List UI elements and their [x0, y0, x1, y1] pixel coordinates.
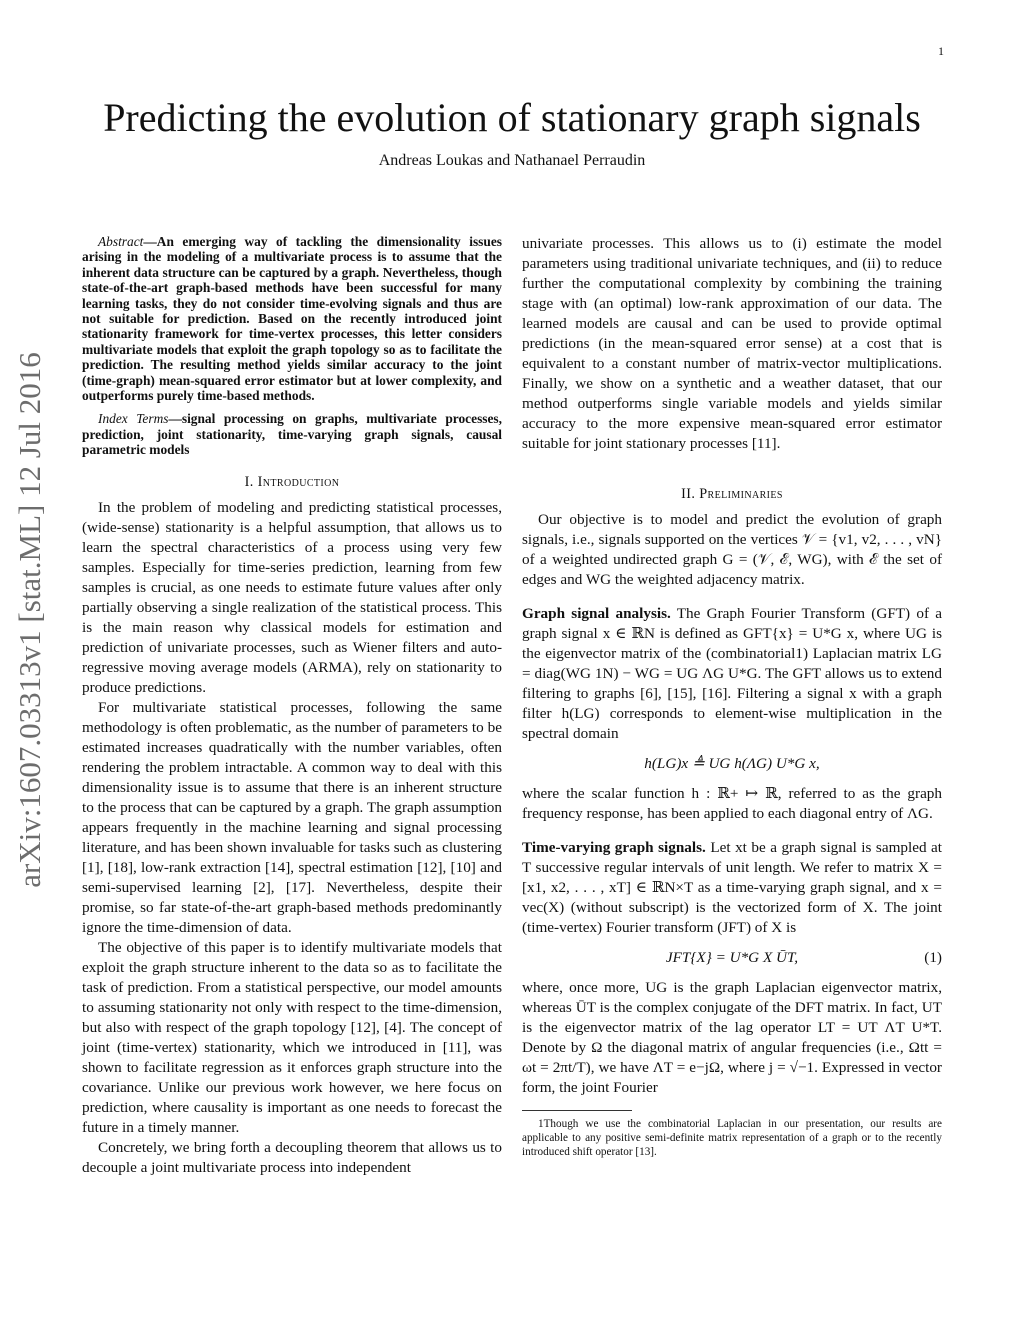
intro-paragraph-2: For multivariate statistical processes, following the same methodology is often problematic, as the number of parameters to be estimated increases quadratically with the number variables, often rendering the problem intractable. A common way to deal with this dimensionality issue is to assume that there is an inherent structure to the process that can be captured by a graph. The graph assumption appears frequently in the machine learning and signal processing literature, and has been shown invaluable for tasks such as clustering [1], [18], low-rank extraction [14], spectral estimation [12], [10] and semi-supervised learning [2], [17]. Nevertheless, despite their promise, so far state-of-the-art graph-based methods predominantly ignore the time-dimension of data. — [82, 698, 502, 936]
paper-title: Predicting the evolution of stationary graph signals — [103, 95, 921, 140]
preliminaries-paragraph: Our objective is to model and predict the evolution of graph signals, i.e., signals supported on the vertices 𝒱 = {v1, v2, . . . , vN} of a weighted undirected graph G = (𝒱, ℰ, WG), with ℰ the set of edges and WG the weighted adjacency matrix. — [522, 511, 942, 588]
intro-paragraph-1: In the problem of modeling and predicting statistical processes, (wide-sense) stationarity is a helpful assumption, that allows us to learn the spectral characteristics of a process using very few samples. Especially for time-series prediction, learning from few samples is crucial, as one needs to estimate future values after only partially observing a single realization of the statistical process. This is the main reason why classical models for estimation and prediction of univariate processes, such as Wiener filters and auto-regressive moving average models (ARMA), rely on stationarity to produce predictions. — [82, 498, 502, 696]
left-column — [82, 234, 502, 1178]
right-column — [522, 234, 942, 1159]
tvgs-label: Time-varying graph signals. — [522, 839, 706, 856]
footnote: 1Though we use the combinatorial Laplacian in our presentation, our results are applicable to any positive semi-definite matrix representation of a graph or to the recently introduced shift operator [13]. — [522, 1118, 942, 1158]
equation-jft-text: JFT{X} = U*G X ŪT, — [665, 949, 799, 966]
paper-authors: Andreas Loukas and Nathanael Perraudin — [378, 152, 646, 169]
equation-jft — [522, 948, 942, 968]
section-heading-text: I. Introduction — [244, 473, 340, 490]
gsa-after-paragraph: where the scalar function h : ℝ+ ↦ ℝ, referred to as the graph frequency response, has been applied to each diagonal entry of ΛG. — [522, 785, 942, 822]
intro-paragraph-3: The objective of this paper is to identify multivariate models that exploit the graph structure inherent to the data so as to facilitate the task of prediction. From a statistical perspective, our model amounts to assuming stationarity not only with respect to the time-dimension, but also with respect of the graph topology [12], [4]. The concept of joint (time-vertex) stationarity, which we introduced in [11], was shown to facilitate regression as it enforces graph structure into the covariance. Unlike our previous work however, we here focus on prediction, where causality is important as one needs to forecast the future in a timely manner. — [82, 938, 502, 1136]
abstract-text: —An emerging way of tackling the dimensionality issues arising in the modeling of a multivariate process is to assume that the inherent data structure can be captured by a graph. Nevertheless, though state-of-the-art graph-based methods have been successful for many learning tasks, they do not consider time-evolving signals and thus are not suitable for prediction. Based on the recently introduced joint stationarity framework for time-vertex processes, this letter considers multivariate models that exploit the graph topology so as to facilitate the prediction. The resulting method yields similar accuracy to the joint (time-graph) mean-squared error estimator but at lower complexity, and outperforms purely time-based methods. — [82, 234, 502, 404]
page-number: 1 — [938, 44, 944, 58]
tvgs-text: Let xt be a graph signal is sampled at T successive regular intervals of unit length. We refer to matrix X = [x1, x2, . . . , xT] ∈ ℝN×T as a time-varying graph signal, and x = vec(X) (without subscript) is the vectorized form of X. The joint (time-vertex) Fourier transform (JFT) of X is — [522, 839, 943, 936]
equation-graph-filter-text: h(LG)x ≜ UG h(ΛG) U*G x, — [644, 755, 820, 772]
abstract — [82, 234, 502, 403]
index-terms — [82, 411, 502, 457]
equation-graph-filter — [522, 754, 942, 774]
intro-paragraph-4: Concretely, we bring forth a decoupling theorem that allows us to decouple a joint multivariate process into independent — [82, 1138, 502, 1176]
equation-number: (1) — [924, 949, 942, 966]
tvgs-paragraph — [522, 838, 942, 938]
abstract-lead: Abstract — [98, 234, 144, 249]
tvgs-after-paragraph: where, once more, UG is the graph Laplacian eigenvector matrix, whereas ŪT is the complex conjugate of the DFT matrix. In fact, UT is the eigenvector matrix of the lag operator LT = UT ΛT U*T. Denote by Ω the diagonal matrix of angular frequencies (i.e., Ωtt = ωt = 2πt/T), we have ΛT = e−jΩ, where j = √−1. Expressed in vector form, the joint Fourier — [522, 979, 942, 1096]
section-heading-introduction — [82, 472, 502, 492]
gsa-text: The Graph Fourier Transform (GFT) of a graph signal x ∈ ℝN is defined as GFT{x} = U*G x, where UG is the eigenvector matrix of the (combinatorial1) Laplacian matrix LG = diag(WG 1N) − WG = UG ΛG U*G. The GFT allows us to extend filtering to graphs [6], [15], [16]. Filtering a signal x with a graph filter h(LG) corresponds to element-wise multiplication in the spectral domain — [522, 605, 942, 742]
footnote-rule — [522, 1110, 632, 1111]
index-terms-text: —signal processing on graphs, multivariate processes, prediction, joint stationarity, time-varying graph signals, causal parametric models — [82, 411, 502, 458]
arxiv-stamp: arXiv:1607.03313v1 [stat.ML] 12 Jul 2016 — [12, 352, 47, 888]
section-heading-text: II. Preliminaries — [681, 486, 783, 502]
right-paragraph-1: univariate processes. This allows us to (i) estimate the model parameters using traditional univariate techniques, and (ii) to reduce further the computational complexity by combining the training stage with (an optimal) low-rank approximation of our data. The learned models are causal and can be used to provide optimal predictions (in the mean-squared error sense) at a cost that is equivalent to a constant number of matrix-vector multiplications. Finally, we show on a synthetic and a weather dataset, that our method outperforms single variable models and yields similar accuracy to the more expensive mean-squared error estimator suitable for joint stationary processes [11]. — [522, 235, 942, 452]
gsa-label: Graph signal analysis. — [522, 605, 671, 622]
index-terms-lead: Index Terms — [98, 411, 169, 427]
section-heading-preliminaries — [522, 484, 942, 504]
gsa-paragraph — [522, 604, 942, 744]
